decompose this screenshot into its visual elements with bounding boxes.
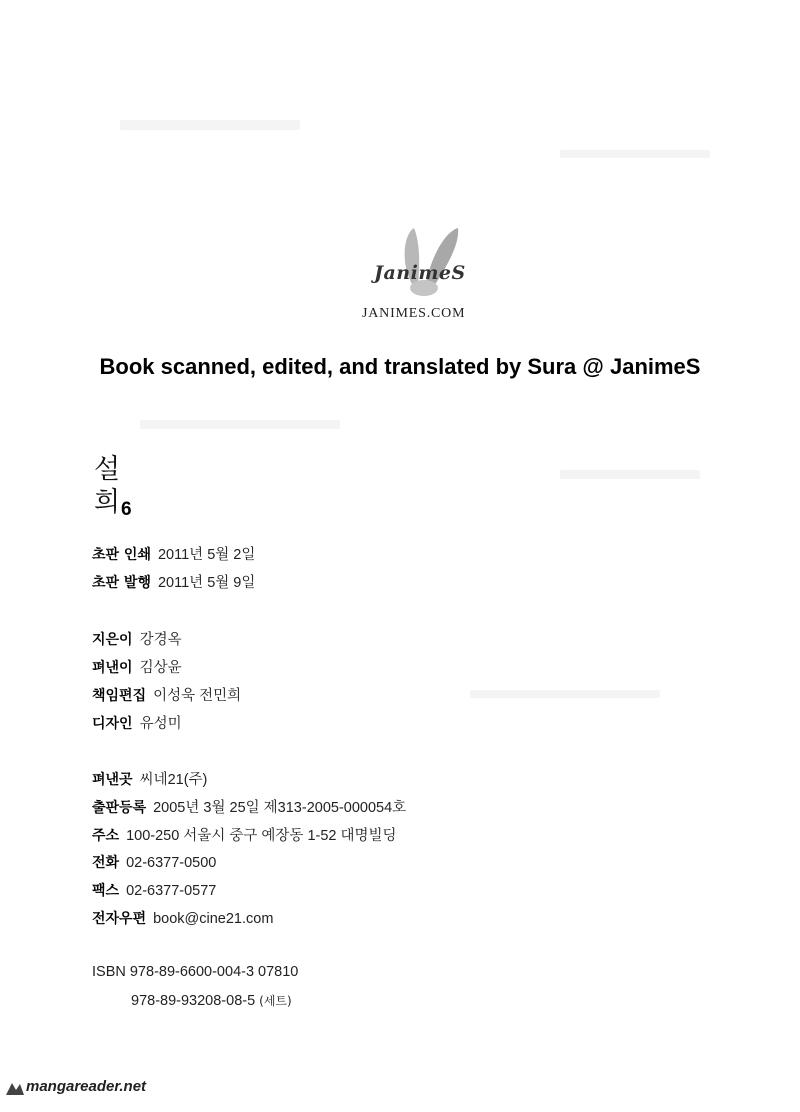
- scanlation-credit: Book scanned, edited, and translated by Sura @ JanimeS: [99, 354, 701, 379]
- author-row: [92, 628, 182, 649]
- phone-row: [92, 852, 216, 872]
- row-value: 02-6377-0577: [126, 883, 217, 899]
- isbn-set-label: (세트): [259, 994, 292, 1008]
- editor-row: [92, 684, 241, 705]
- book-title-line-2: 희: [94, 487, 121, 518]
- row-value: 이성욱 전민희: [153, 688, 242, 704]
- row-label: 펴낸이: [92, 660, 133, 676]
- isbn-set-number: 978-89-93208-08-5: [131, 993, 256, 1009]
- row-value: 김상윤: [139, 660, 182, 676]
- scan-bleed-mark: [120, 120, 300, 130]
- row-value: 2011년 5월 2일: [157, 547, 256, 563]
- scan-bleed-mark: [470, 690, 660, 698]
- watermark-logo-icon: [4, 1080, 26, 1098]
- row-value: book@cine21.com: [153, 911, 274, 927]
- row-value: 100-250 서울시 중구 예장동 1-52 대명빌딩: [126, 828, 397, 844]
- row-label: 지은이: [92, 632, 133, 648]
- row-value: 강경옥: [139, 632, 182, 648]
- row-label: 초판 인쇄: [92, 547, 151, 563]
- row-value: 02-6377-0500: [126, 855, 217, 871]
- row-label: 책임편집: [92, 688, 147, 704]
- designer-row: [92, 712, 182, 733]
- scan-bleed-mark: [140, 420, 340, 429]
- scan-bleed-mark: [560, 150, 710, 158]
- registration-row: [92, 796, 406, 817]
- printing-row: [92, 543, 255, 564]
- volume-number: 6: [121, 499, 132, 520]
- row-label: 출판등록: [92, 800, 147, 816]
- row-label: 전화: [92, 855, 120, 871]
- row-label: 팩스: [92, 883, 120, 899]
- row-label: 펴낸곳: [92, 772, 133, 788]
- email-row: [92, 908, 273, 928]
- logo-wordmark: JanimeS: [374, 262, 466, 284]
- logo-url: JANIMES.COM: [362, 306, 466, 321]
- scan-bleed-mark: [560, 470, 700, 479]
- row-value: 2011년 5월 9일: [157, 575, 256, 591]
- row-value: 유성미: [139, 716, 182, 732]
- publishing-row: [92, 571, 255, 592]
- row-label: 전자우편: [92, 911, 147, 927]
- row-label: 주소: [92, 828, 120, 844]
- book-title-line-1: 설: [94, 454, 121, 485]
- isbn-line: ISBN 978-89-6600-004-3 07810: [92, 964, 299, 980]
- address-row: [92, 824, 397, 845]
- isbn-set-line: [131, 992, 292, 1009]
- row-value: 씨네21(주): [139, 772, 208, 788]
- row-label: 초판 발행: [92, 575, 151, 591]
- row-label: 디자인: [92, 716, 133, 732]
- row-value: 2005년 3월 25일 제313-2005-000054호: [153, 800, 407, 816]
- publishing-house-row: [92, 768, 207, 789]
- site-watermark: mangareader.net: [26, 1078, 147, 1095]
- publisher-person-row: [92, 656, 182, 677]
- fax-row: [92, 880, 216, 900]
